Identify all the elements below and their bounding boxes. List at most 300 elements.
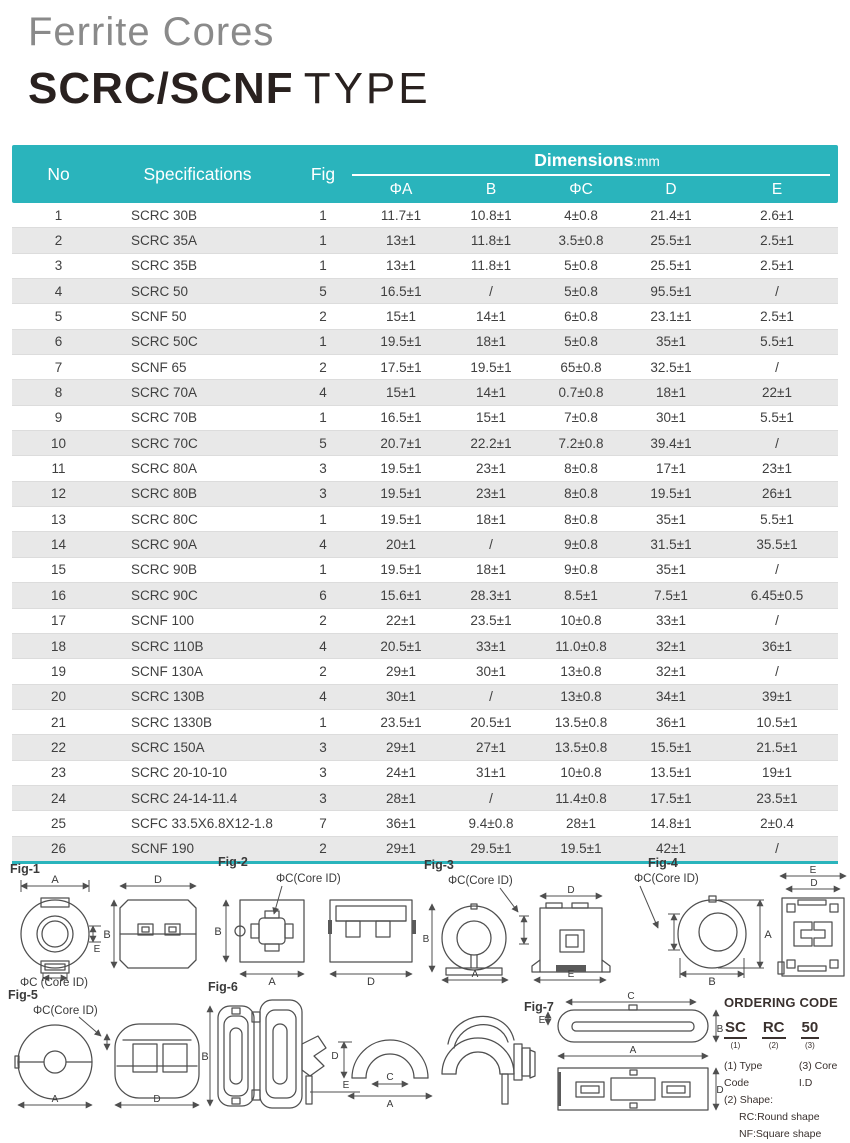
- table-row: [12, 455, 838, 480]
- cell-no: 16: [50, 587, 67, 603]
- fig1-core-id-label: ΦC (Core ID): [20, 977, 88, 989]
- cell-no: 7: [54, 359, 63, 375]
- table-row: [12, 608, 838, 633]
- cell-fig: 3: [319, 739, 327, 755]
- fig3-side-view: [532, 903, 610, 972]
- cell-dim-c: 6±0.8: [564, 309, 598, 325]
- fig7-bottom-view: [558, 1068, 708, 1110]
- table-row: [12, 810, 838, 835]
- cell-dim-a: 15±1: [386, 385, 416, 401]
- cell-no: 15: [50, 562, 67, 578]
- cell-dim-b: 18±1: [476, 511, 506, 527]
- cell-dim-c: 10±0.8: [560, 613, 602, 629]
- fig4-dim-d-label: D: [810, 878, 818, 889]
- cell-fig: 5: [319, 283, 327, 299]
- ordering-code-title: ORDERING CODE: [724, 995, 838, 1010]
- fig4-dim-e-label: E: [809, 865, 817, 876]
- cell-dim-d: 21.4±1: [650, 207, 692, 223]
- cell-spec: SCRC 30B: [131, 207, 198, 223]
- fig7-dim-d-label: D: [716, 1085, 724, 1096]
- col-header-dim-e: E: [771, 180, 783, 198]
- cell-dim-e: 2.6±1: [760, 207, 794, 223]
- cell-fig: 4: [319, 537, 327, 553]
- fig7-dim-a-label: A: [629, 1045, 637, 1056]
- table-row: [12, 734, 838, 759]
- cell-no: 10: [50, 435, 67, 451]
- cell-dim-e: 2.5±1: [760, 258, 794, 274]
- cell-dim-a: 19.5±1: [380, 511, 422, 527]
- fig6-dim-b-label: B: [201, 1051, 209, 1063]
- cell-dim-d: 19.5±1: [650, 486, 692, 502]
- col-header-no: No: [47, 164, 70, 184]
- cell-dim-b: 14±1: [476, 309, 506, 325]
- cell-spec: SCRC 50: [131, 283, 189, 299]
- fig7-dimensions: [548, 1002, 716, 1110]
- cell-dim-d: 35±1: [656, 562, 686, 578]
- cell-dim-a: 13±1: [386, 258, 416, 274]
- cell-fig: 2: [319, 663, 327, 679]
- cell-spec: SCRC 24-14-11.4: [131, 790, 238, 806]
- fig7-dim-c-label: C: [627, 991, 635, 1002]
- cell-dim-c: 0.7±0.8: [558, 385, 604, 401]
- cell-dim-e: 23±1: [762, 461, 792, 477]
- cell-dim-b: 23±1: [476, 486, 506, 502]
- cell-fig: 3: [319, 790, 327, 806]
- fig3-drawing: [424, 868, 608, 988]
- cell-dim-c: 5±0.8: [564, 334, 598, 350]
- table-row: [12, 684, 838, 709]
- table-row: [12, 203, 838, 227]
- table-row: [12, 506, 838, 531]
- table-body: [12, 203, 838, 864]
- cell-dim-d: 17±1: [656, 461, 686, 477]
- cell-dim-b: 29.5±1: [470, 841, 512, 857]
- fig4-dim-a-label: A: [764, 929, 772, 941]
- cell-dim-b: 10.8±1: [470, 207, 512, 223]
- ordering-code-parts: [724, 1019, 850, 1050]
- cell-spec: SCNF 130A: [131, 663, 204, 679]
- cell-dim-e: 10.5±1: [756, 714, 798, 730]
- cell-dim-e: 39±1: [762, 689, 792, 705]
- cell-fig: 4: [319, 689, 327, 705]
- cell-dim-e: 5.5±1: [760, 334, 794, 350]
- cell-no: 4: [54, 283, 63, 299]
- page-title: Ferrite Cores: [28, 10, 275, 54]
- cell-dim-e: 26±1: [762, 486, 792, 502]
- cell-dim-d: 95.5±1: [650, 283, 692, 299]
- cell-no: 9: [54, 410, 63, 426]
- fig7-top-view: [558, 1005, 708, 1042]
- table-row: [12, 430, 838, 455]
- table-row: [12, 227, 838, 252]
- cell-dim-a: 19.5±1: [380, 486, 422, 502]
- fig6-arch-plug-view: [442, 1016, 535, 1104]
- cell-fig: 4: [319, 638, 327, 654]
- cell-dim-a: 13±1: [386, 233, 416, 249]
- cell-fig: 1: [319, 207, 327, 223]
- cell-dim-c: 13±0.8: [560, 689, 602, 705]
- cell-dim-e: 5.5±1: [760, 410, 794, 426]
- cell-fig: 4: [319, 385, 327, 401]
- cell-spec: SCRC 90C: [131, 587, 198, 603]
- cell-spec: SCRC 80C: [131, 511, 198, 527]
- cell-spec: SCRC 20-10-10: [131, 765, 228, 781]
- cell-spec: SCRC 1330B: [131, 714, 213, 730]
- cell-no: 18: [50, 638, 67, 654]
- cell-dim-b: 19.5±1: [470, 359, 512, 375]
- cell-dim-e: /: [775, 435, 779, 451]
- cell-spec: SCRC 70B: [131, 410, 198, 426]
- cell-dim-d: 39.4±1: [650, 435, 692, 451]
- cell-dim-a: 16.5±1: [380, 410, 422, 426]
- cell-no: 20: [50, 689, 67, 705]
- cell-dim-d: 18±1: [656, 385, 686, 401]
- cell-dim-c: 3.5±0.8: [558, 233, 604, 249]
- cell-fig: 2: [319, 309, 327, 325]
- table-row: [12, 531, 838, 556]
- cell-dim-b: 33±1: [476, 638, 506, 654]
- cell-no: 5: [54, 309, 63, 325]
- cell-dim-c: 13.5±0.8: [554, 714, 608, 730]
- fig4-core-id-label: ΦC(Core ID): [634, 873, 699, 885]
- cell-dim-a: 30±1: [386, 689, 416, 705]
- fig5-front-view: [15, 1025, 92, 1099]
- fig2-drawing: [212, 866, 422, 986]
- cell-spec: SCRC 90A: [131, 537, 198, 553]
- fig5-dimensions: [18, 1017, 199, 1105]
- cell-dim-b: 23±1: [476, 461, 506, 477]
- cell-fig: 2: [319, 841, 327, 857]
- cell-dim-b: /: [489, 689, 493, 705]
- table-row: [12, 557, 838, 582]
- cell-dim-a: 24±1: [386, 765, 416, 781]
- cell-dim-c: 13.5±0.8: [554, 739, 608, 755]
- cell-fig: 1: [319, 233, 327, 249]
- subtitle-series: SCRC/SCNF: [28, 64, 294, 113]
- cell-dim-d: 30±1: [656, 410, 686, 426]
- cell-dim-c: 4±0.8: [564, 207, 598, 223]
- fig2-dimensions: [226, 886, 412, 974]
- note-type-code: (1) Type Code: [724, 1060, 763, 1089]
- note-shape: (2) Shape:: [724, 1094, 774, 1106]
- fig3-core-id-label: ΦC(Core ID): [448, 875, 513, 887]
- cell-dim-b: 18±1: [476, 334, 506, 350]
- cell-spec: SCRC 90B: [131, 562, 198, 578]
- cell-dim-c: 8.5±1: [564, 587, 598, 603]
- cell-spec: SCRC 80A: [131, 461, 198, 477]
- fig1-label: Fig-1: [10, 862, 40, 876]
- fig2-side-view: [328, 900, 416, 962]
- cell-fig: 6: [319, 587, 327, 603]
- ordering-code-block: [724, 995, 850, 1143]
- cell-spec: SCRC 80B: [131, 486, 198, 502]
- cell-dim-e: 36±1: [762, 638, 792, 654]
- cell-dim-a: 28±1: [386, 790, 416, 806]
- cell-dim-c: 8±0.8: [564, 461, 598, 477]
- cell-dim-a: 15.6±1: [380, 587, 422, 603]
- cell-fig: 1: [319, 410, 327, 426]
- cell-fig: 1: [319, 258, 327, 274]
- cell-dim-a: 19.5±1: [380, 562, 422, 578]
- cell-no: 8: [54, 385, 63, 401]
- col-header-dim-a: ΦA: [389, 180, 413, 198]
- cell-dim-e: 19±1: [762, 765, 792, 781]
- cell-dim-d: 32±1: [656, 663, 686, 679]
- cell-dim-d: 32±1: [656, 638, 686, 654]
- cell-dim-a: 19.5±1: [380, 461, 422, 477]
- table-row: [12, 785, 838, 810]
- table-row: [12, 354, 838, 379]
- cell-dim-c: 8±0.8: [564, 486, 598, 502]
- fig4-dim-b-label: B: [708, 976, 716, 988]
- cell-no: 21: [50, 714, 67, 730]
- cell-dim-b: 27±1: [476, 739, 506, 755]
- fig7-dim-e-label: E: [538, 1015, 546, 1026]
- cell-fig: 2: [319, 359, 327, 375]
- fig7-drawing: [538, 992, 724, 1113]
- cell-fig: 2: [319, 613, 327, 629]
- table-row: [12, 329, 838, 354]
- fig3-front-view: [442, 904, 506, 975]
- cell-dim-c: 9±0.8: [564, 537, 598, 553]
- cell-dim-d: 7.5±1: [654, 587, 688, 603]
- table-row: [12, 709, 838, 734]
- cell-dim-c: 7±0.8: [564, 410, 598, 426]
- cell-no: 25: [50, 815, 67, 831]
- table-row: [12, 658, 838, 683]
- cell-dim-d: 15.5±1: [650, 739, 692, 755]
- cell-fig: 1: [319, 511, 327, 527]
- cell-no: 6: [54, 334, 63, 350]
- fig4-side-view: [778, 898, 844, 976]
- fig3-dim-b-label: B: [422, 934, 430, 945]
- cell-dim-c: 5±0.8: [564, 283, 598, 299]
- cell-dim-b: 20.5±1: [470, 714, 512, 730]
- cell-dim-d: 25.5±1: [650, 233, 692, 249]
- cell-no: 23: [50, 765, 67, 781]
- cell-dim-d: 31.5±1: [650, 537, 692, 553]
- cell-dim-d: 25.5±1: [650, 258, 692, 274]
- cell-dim-d: 32.5±1: [650, 359, 692, 375]
- cell-dim-e: 2.5±1: [760, 233, 794, 249]
- cell-dim-d: 33±1: [656, 613, 686, 629]
- note-shape-nf: NF:Square shape: [739, 1128, 822, 1140]
- cell-dim-c: 11.4±0.8: [555, 790, 607, 806]
- col-header-fig: Fig: [310, 164, 336, 184]
- cell-dim-e: 5.5±1: [760, 511, 794, 527]
- cell-dim-a: 29±1: [386, 663, 416, 679]
- cell-dim-a: 11.7±1: [380, 207, 422, 223]
- cell-dim-e: /: [775, 283, 779, 299]
- cell-no: 13: [50, 511, 67, 527]
- cell-dim-a: 20±1: [386, 537, 416, 553]
- cell-dim-d: 23.1±1: [650, 309, 692, 325]
- cell-no: 22: [50, 739, 67, 755]
- cell-spec: SCFC 33.5X6.8X12-1.8: [131, 815, 273, 831]
- fig6-label: Fig-6: [208, 980, 238, 994]
- cell-dim-c: 10±0.8: [560, 765, 602, 781]
- fig5-label: Fig-5: [8, 988, 38, 1002]
- fig5-dim-a-label: A: [51, 1094, 59, 1105]
- ordering-code-notes: [724, 1058, 850, 1143]
- table-row: [12, 760, 838, 785]
- cell-fig: 3: [319, 765, 327, 781]
- fig2-dim-a-label: A: [268, 976, 276, 988]
- cell-spec: SCRC 130B: [131, 689, 205, 705]
- cell-fig: 1: [319, 334, 327, 350]
- cell-dim-b: 31±1: [476, 765, 506, 781]
- col-header-dim-c: ΦC: [569, 180, 593, 198]
- table-row: [12, 481, 838, 506]
- cell-fig: 5: [319, 435, 327, 451]
- fig3-dim-d-label: D: [567, 885, 575, 896]
- fig2-label: Fig-2: [218, 855, 248, 869]
- fig5-dim-d-label: D: [153, 1094, 161, 1105]
- cell-dim-a: 29±1: [386, 841, 416, 857]
- cell-dim-e: 23.5±1: [756, 790, 798, 806]
- table-header: [12, 145, 838, 203]
- fig6-clip-assembly: [218, 1000, 326, 1108]
- code-part-type: SC (1): [725, 1019, 746, 1050]
- fig2-dim-b-label: B: [214, 926, 222, 938]
- cell-dim-a: 16.5±1: [380, 283, 422, 299]
- cell-dim-e: 2±0.4: [760, 815, 794, 831]
- cell-dim-e: 6.45±0.5: [750, 587, 804, 603]
- cell-dim-b: 28.3±1: [470, 587, 512, 603]
- fig6-dim-e-label: E: [342, 1080, 350, 1091]
- cell-spec: SCNF 50: [131, 309, 187, 325]
- cell-dim-a: 20.5±1: [380, 638, 422, 654]
- col-header-dim-d: D: [665, 180, 677, 198]
- cell-spec: SCRC 50C: [131, 334, 198, 350]
- cell-dim-d: 35±1: [656, 334, 686, 350]
- cell-no: 24: [50, 790, 67, 806]
- cell-dim-a: 15±1: [386, 309, 416, 325]
- table-row: [12, 303, 838, 328]
- cell-dim-e: /: [775, 562, 779, 578]
- cell-dim-a: 20.7±1: [380, 435, 422, 451]
- cell-dim-b: 22.2±1: [470, 435, 512, 451]
- cell-no: 12: [50, 486, 67, 502]
- cell-spec: SCRC 35A: [131, 233, 198, 249]
- dimensions-unit: :mm: [633, 154, 660, 169]
- cell-dim-d: 14.8±1: [650, 815, 692, 831]
- cell-dim-a: 29±1: [386, 739, 416, 755]
- fig7-label: Fig-7: [524, 1000, 554, 1014]
- dimension-subheaders: [356, 176, 838, 203]
- cell-no: 14: [50, 537, 67, 553]
- table-row: [12, 405, 838, 430]
- fig5-core-id-label: ΦC(Core ID): [33, 1005, 98, 1017]
- cell-dim-d: 36±1: [656, 714, 686, 730]
- fig4-label: Fig-4: [648, 856, 678, 870]
- cell-spec: SCRC 110B: [131, 638, 204, 654]
- cell-dim-b: 9.4±0.8: [468, 815, 514, 831]
- table-row: [12, 633, 838, 658]
- cell-dim-c: 11.0±0.8: [555, 638, 607, 654]
- fig4-dimensions: [640, 876, 846, 978]
- fig4-drawing: [628, 862, 850, 986]
- dimensions-label: Dimensions: [534, 150, 634, 170]
- fig5-side-view: [115, 1024, 199, 1098]
- table-row: [12, 379, 838, 404]
- cell-dim-c: 5±0.8: [564, 258, 598, 274]
- cell-spec: SCRC 70C: [131, 435, 198, 451]
- cell-dim-b: 14±1: [476, 385, 506, 401]
- cell-dim-b: 30±1: [476, 663, 506, 679]
- code-part-shape: RC (2): [762, 1019, 785, 1050]
- col-header-specifications: Specifications: [143, 164, 252, 184]
- cell-dim-d: 13.5±1: [650, 765, 692, 781]
- cell-dim-a: 17.5±1: [380, 359, 422, 375]
- cell-dim-a: 22±1: [386, 613, 416, 629]
- fig5-drawing: [5, 1000, 200, 1113]
- cell-no: 26: [50, 841, 67, 857]
- fig6-dim-d-label: D: [331, 1051, 339, 1062]
- cell-dim-b: /: [489, 790, 493, 806]
- cell-dim-e: /: [775, 613, 779, 629]
- cell-no: 19: [50, 663, 67, 679]
- cell-dim-c: 9±0.8: [564, 562, 598, 578]
- fig1-side-view: [120, 900, 196, 968]
- fig1-dim-b-label: B: [103, 929, 111, 941]
- fig2-core-id-label: ΦC(Core ID): [276, 873, 341, 885]
- cell-dim-c: 19.5±1: [560, 841, 602, 857]
- note-shape-rc: RC:Round shape: [739, 1111, 820, 1123]
- cell-spec: SCRC 70A: [131, 385, 198, 401]
- cell-spec: SCNF 65: [131, 359, 187, 375]
- fig1-dim-d-label: D: [154, 874, 162, 886]
- cell-dim-a: 19.5±1: [380, 334, 422, 350]
- cell-dim-c: 7.2±0.8: [558, 435, 604, 451]
- cell-fig: 3: [319, 461, 327, 477]
- table-row: [12, 253, 838, 278]
- cell-dim-b: 18±1: [476, 562, 506, 578]
- cell-dim-b: 11.8±1: [470, 233, 512, 249]
- fig6-dim-a-label: A: [386, 1099, 394, 1110]
- fig1-dim-a-label: A: [51, 874, 59, 886]
- cell-dim-d: 42±1: [656, 841, 686, 857]
- cell-spec: SCNF 100: [131, 613, 195, 629]
- cell-spec: SCNF 190: [131, 841, 195, 857]
- cell-dim-c: 28±1: [566, 815, 596, 831]
- col-header-dimensions: [356, 145, 838, 175]
- fig7-dim-b-label: B: [716, 1024, 724, 1035]
- fig3-dim-e-label: E: [567, 969, 575, 980]
- cell-dim-d: 17.5±1: [650, 790, 692, 806]
- cell-dim-b: /: [489, 537, 493, 553]
- cell-dim-e: 2.5±1: [760, 309, 794, 325]
- page-subtitle: [28, 64, 431, 114]
- fig6-dim-c-label: C: [386, 1072, 394, 1083]
- cell-no: 17: [50, 613, 67, 629]
- fig1-dim-e-label: E: [93, 944, 101, 955]
- cell-dim-a: 36±1: [386, 815, 416, 831]
- cell-no: 1: [54, 207, 63, 223]
- cell-dim-b: 11.8±1: [470, 258, 512, 274]
- cell-dim-e: /: [775, 359, 779, 375]
- code-part-coreid: 50 (3): [801, 1019, 819, 1050]
- fig1-front-view: [21, 898, 89, 973]
- cell-dim-e: 21.5±1: [756, 739, 798, 755]
- cell-dim-c: 8±0.8: [564, 511, 598, 527]
- table-row: [12, 582, 838, 607]
- fig3-label: Fig-3: [424, 858, 454, 872]
- fig2-front-view: [235, 900, 304, 962]
- table-row: [12, 278, 838, 303]
- cell-dim-e: /: [775, 841, 779, 857]
- cell-dim-b: 15±1: [476, 410, 506, 426]
